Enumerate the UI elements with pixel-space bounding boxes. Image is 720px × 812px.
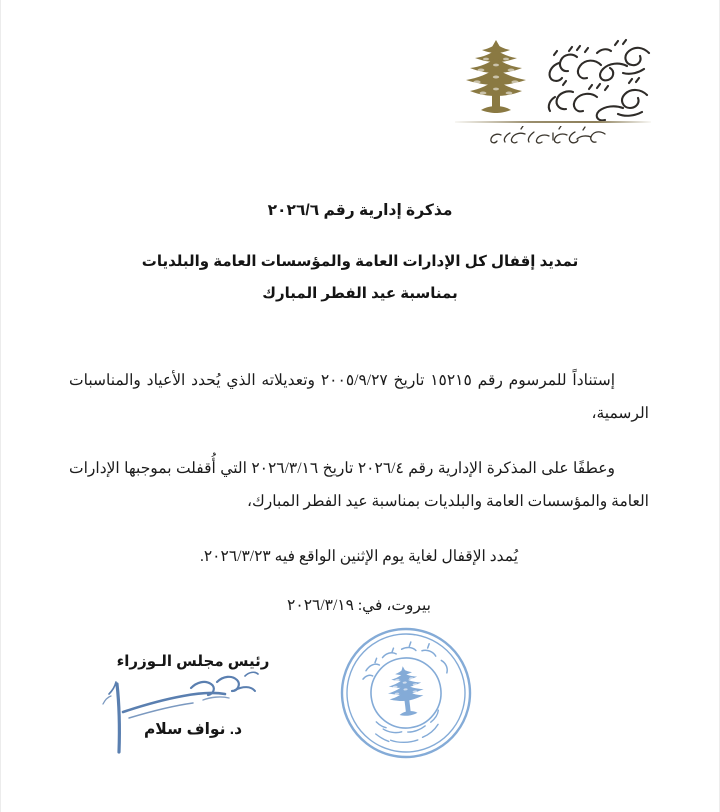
page-title: مذكرة إدارية رقم ٢٠٢٦/٦ (267, 202, 453, 219)
signature-role: رئيس مجلس الـوزراء (116, 653, 270, 670)
letterhead-divider (455, 121, 651, 123)
letterhead-emblem-row (442, 34, 657, 122)
body-paragraph-3: يُمدد الإقفال لغاية يوم الإثنين الواقع فيه ٢٠٢٦/٣/٢٣. (199, 548, 519, 565)
prime-minister-script-icon (487, 126, 611, 146)
signature-block (99, 652, 287, 739)
body-paragraph-1: إستناداً للمرسوم رقم ١٥٢١٥ تاريخ ٢٠٠٥/٩/٢٧ وتعديلاته الذي يُحدد الأعياد والمناسبات الرسمية، (69, 372, 649, 422)
handwritten-signature-icon (95, 666, 271, 758)
dateline: بيروت، في: ٢٠٢٦/٣/١٩ (287, 597, 431, 614)
official-round-stamp-icon (335, 622, 477, 764)
page-subtitle-line2: بمناسبة عيد الفطر المبارك (262, 285, 458, 302)
letterhead-subtitle (459, 126, 639, 146)
document-body (69, 364, 649, 622)
letterhead (1, 34, 719, 154)
republic-calligraphy-icon (539, 35, 657, 121)
body-paragraph-2: وعطفًا على المذكرة الإدارية رقم ٢٠٢٦/٤ تاريخ ٢٠٢٦/٣/١٦ التي أُقفلت بموجبها الإدارات العامة والمؤسسات العامة والبلديات بمناسبة عيد الفطر المبارك، (69, 460, 649, 510)
cedar-tree-icon (459, 38, 533, 118)
page-subtitle (1, 246, 719, 310)
letterhead-inner (442, 34, 657, 152)
page-subtitle-line1: تمديد إقفال كل الإدارات العامة والمؤسسات العامة والبلديات (141, 253, 579, 270)
signature-name: د. نواف سلام (143, 721, 243, 738)
